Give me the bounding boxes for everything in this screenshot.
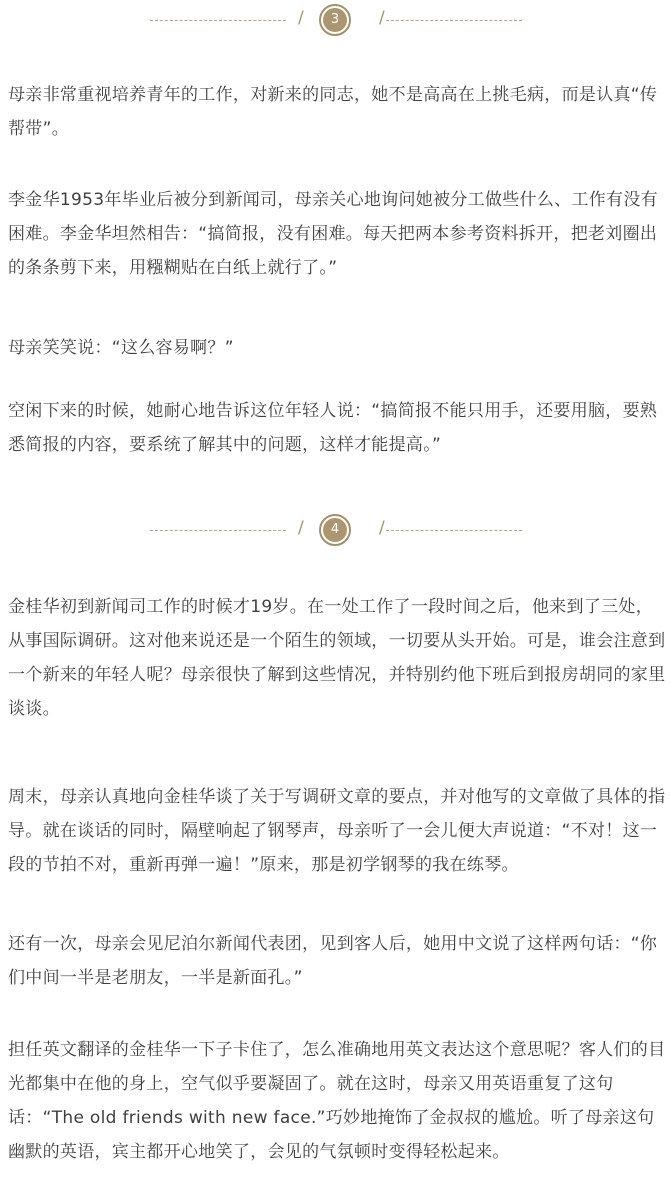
divider-slash: / [298, 518, 304, 538]
section-number: 3 [323, 8, 347, 32]
divider-dash-right [386, 530, 522, 531]
section-divider-3 [0, 2, 670, 38]
paragraph: 金桂华初到新闻司工作的时候才19岁。在一处工作了一段时间之后，他来到了三处，从事国际调研。这对他来说还是一个陌生的领域，一切要从头开始。可是，谁会注意到一个新来的年轻人呢？母亲很快了解到这些情况，并特别约他下班后到报房胡同的家里谈谈。 [8, 597, 666, 719]
divider-slash: / [379, 8, 385, 28]
section-divider-4 [0, 512, 670, 548]
paragraph: 空闲下来的时候，她耐心地告诉这位年轻人说：“搞简报不能只用手，还要用脑，要熟悉简报的内容，要系统了解其中的问题，这样才能提高。” [8, 401, 658, 455]
divider-dash-right [386, 20, 522, 21]
paragraph: 李金华1953年毕业后被分到新闻司，母亲关心地询问她被分工做些什么、工作有没有困难。李金华坦然相告：“搞简报，没有困难。每天把两本参考资料拆开，把老刘圈出的条条剪下来，用糨糊贴在白纸上就行了。” [8, 190, 658, 278]
divider-dash-left [150, 530, 286, 531]
paragraph: 周末，母亲认真地向金桂华谈了关于写调研文章的要点，并对他写的文章做了具体的指导。就在谈话的同时，隔壁响起了钢琴声，母亲听了一会儿便大声说道：“不对！这一段的节拍不对，重新再弹一遍！”原来，那是初学钢琴的我在练琴。 [8, 787, 666, 875]
paragraph: 还有一次，母亲会见尼泊尔新闻代表团，见到客人后，她用中文说了这样两句话：“你们中间一半是老朋友，一半是新面孔。” [8, 934, 658, 988]
paragraph: 母亲非常重视培养青年的工作，对新来的同志，她不是高高在上挑毛病，而是认真“传帮带”。 [8, 85, 658, 139]
divider-slash: / [298, 8, 304, 28]
divider-slash: / [379, 518, 385, 538]
paragraph: 母亲笑笑说：“这么容易啊？” [8, 338, 234, 358]
section-number-badge [319, 4, 351, 36]
section-number: 4 [323, 518, 347, 542]
paragraph: 担任英文翻译的金桂华一下子卡住了，怎么准确地用英文表达这个意思呢？客人们的目光都集中在他的身上，空气似乎要凝固了。就在这时，母亲又用英语重复了这句话：“The old friends with new face.”巧妙地掩饰了金叔叔的尴尬。听了母亲这句幽默的英语，宾主都开心地笑了，会见的气氛顿时变得轻松起来。 [8, 1040, 666, 1162]
section-number-badge [319, 514, 351, 546]
divider-dash-left [150, 20, 286, 21]
